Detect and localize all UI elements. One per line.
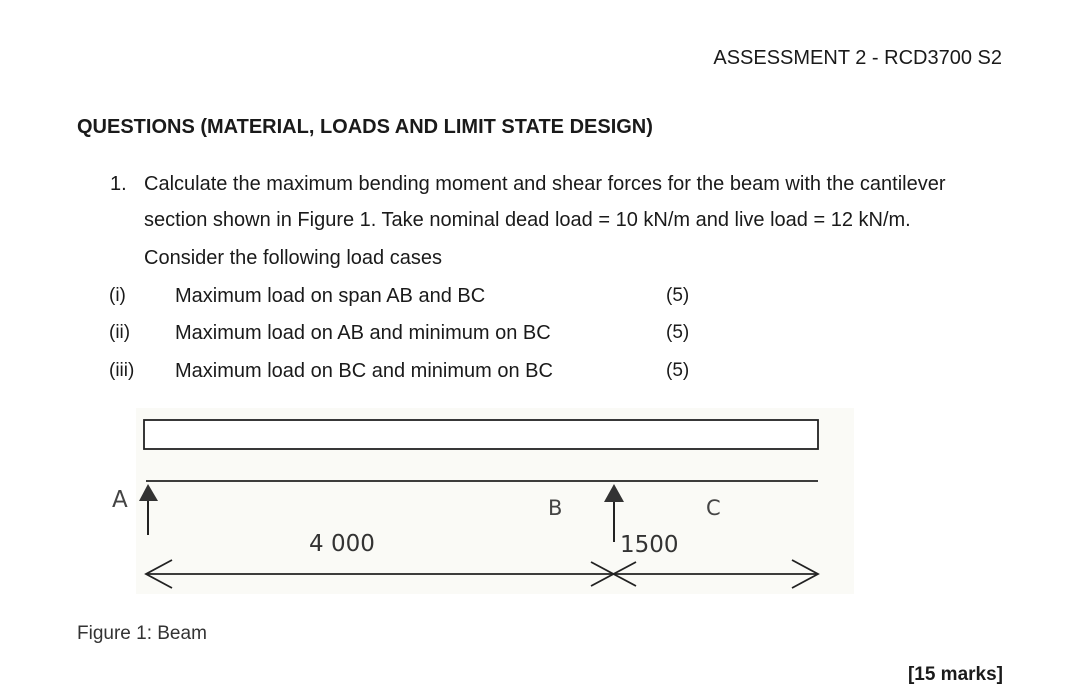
dimension-ab: 4 000 xyxy=(309,531,375,557)
load-case-2-marks: (5) xyxy=(666,322,690,343)
label-c: C xyxy=(706,496,721,520)
load-case-1-number: (i) xyxy=(109,285,126,306)
load-case-1-marks: (5) xyxy=(666,285,690,306)
load-case-3-number: (iii) xyxy=(109,360,135,381)
dimension-line xyxy=(146,560,818,588)
beam-figure xyxy=(112,408,854,594)
total-marks: [15 marks] xyxy=(907,664,1003,685)
question-text-line-3: Consider the following load cases xyxy=(144,247,442,269)
load-case-3-text: Maximum load on BC and minimum on BC xyxy=(175,360,553,382)
dimension-bc: 1500 xyxy=(620,532,679,558)
load-case-2-text: Maximum load on AB and minimum on BC xyxy=(175,322,551,344)
load-case-3-marks: (5) xyxy=(666,360,690,381)
beam-diagram xyxy=(112,408,854,594)
question-text-line-1: Calculate the maximum bending moment and shear forces for the beam with the cantilever xyxy=(144,173,946,195)
label-a: A xyxy=(112,487,128,513)
load-case-2-number: (ii) xyxy=(109,322,131,343)
figure-caption: Figure 1: Beam xyxy=(77,623,207,644)
load-case-1-text: Maximum load on span AB and BC xyxy=(175,285,486,307)
support-a-icon xyxy=(139,484,158,535)
label-b: B xyxy=(548,496,563,520)
assessment-header: ASSESSMENT 2 - RCD3700 S2 xyxy=(713,47,1002,69)
section-title: QUESTIONS (MATERIAL, LOADS AND LIMIT STATE DESIGN) xyxy=(77,116,653,138)
beam-section xyxy=(144,420,818,449)
question-text-line-2: section shown in Figure 1. Take nominal dead load = 10 kN/m and live load = 12 kN/m. xyxy=(144,209,911,231)
question-number: 1. xyxy=(110,173,127,195)
